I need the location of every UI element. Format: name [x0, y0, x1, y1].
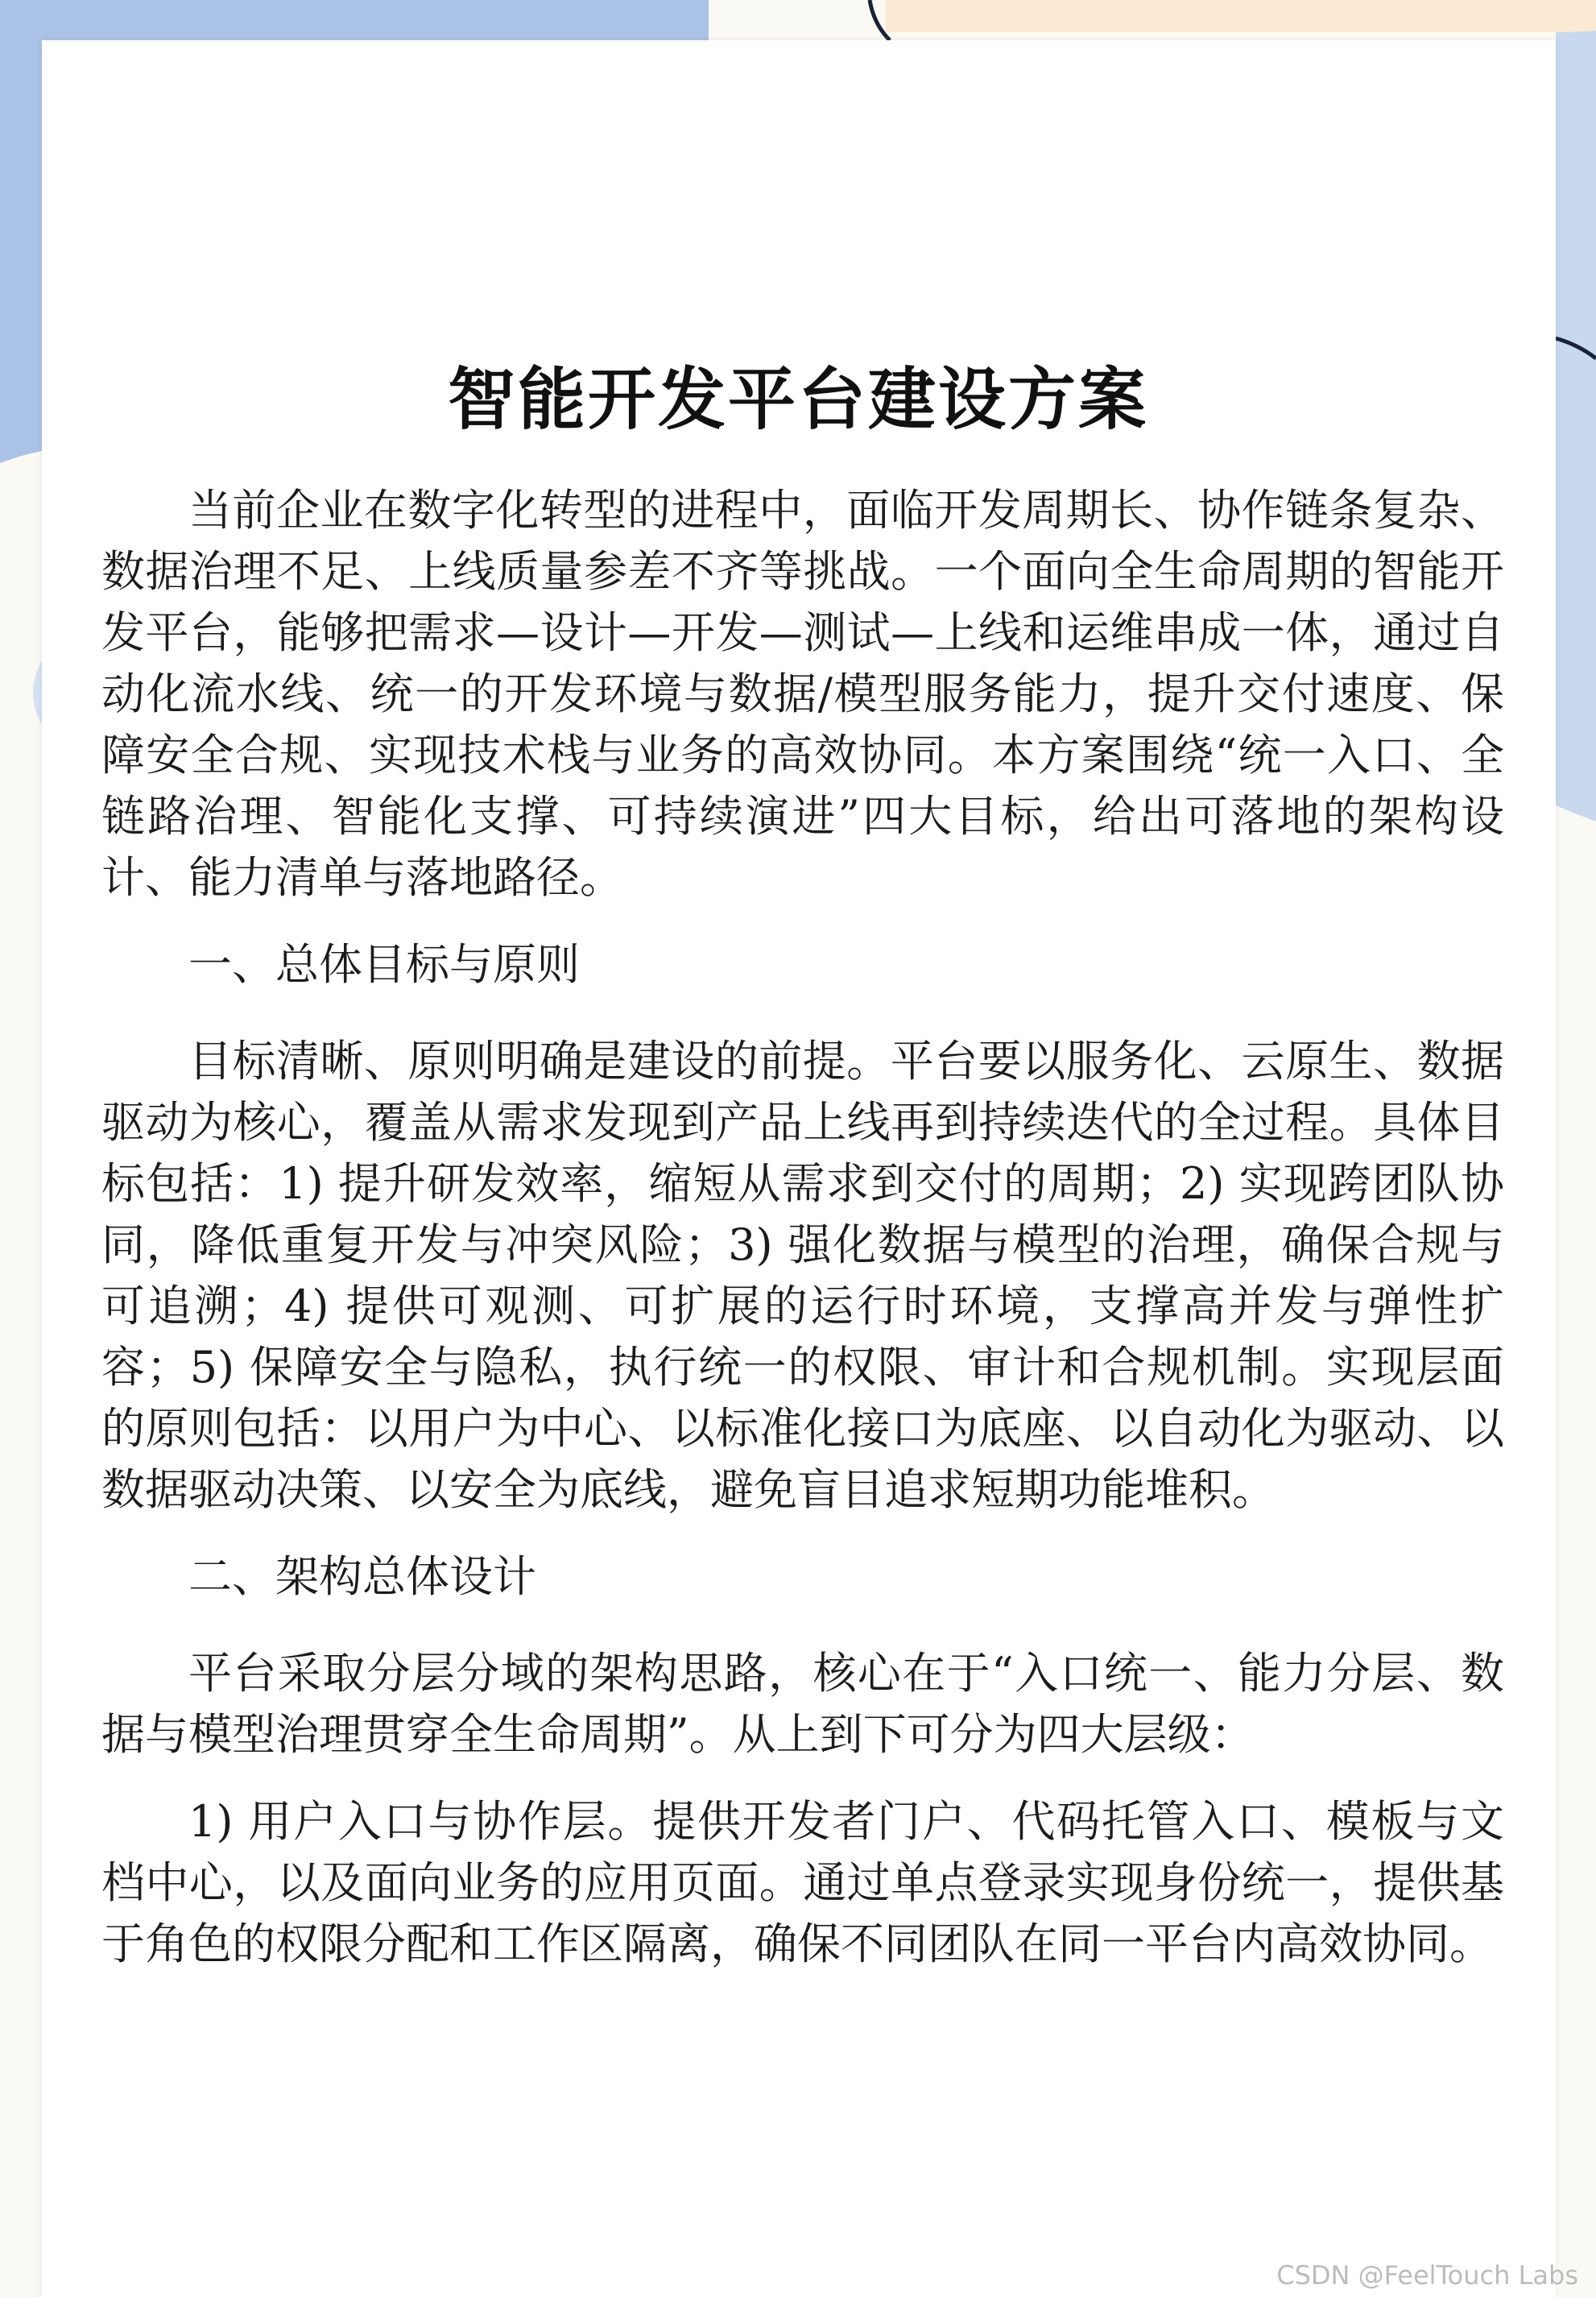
- goals-paragraph: 目标清晰、原则明确是建设的前提。平台要以服务化、云原生、数据驱动为核心，覆盖从需求发现到产品上线再到持续迭代的全过程。具体目标包括：1) 提升研发效率，缩短从需求到交付的周期；2) 实现跨团队协同，降低重复开发与冲突风险；3) 强化数据与模型的治理，确保合规与可追溯；4) 提供可观测、可扩展的运行时环境，支撑高并发与弹性扩容；5) 保障安全与隐私，执行统一的权限、审计和合规机制。实现层面的原则包括：以用户为中心、以标准化接口为底座、以自动化为驱动、以数据驱动决策、以安全为底线，避免盲目追求短期功能堆积。: [101, 1036, 1504, 1515]
- csdn-watermark: CSDN @FeelTouch Labs: [1276, 2260, 1578, 2291]
- background-peach-shape: [886, 0, 1596, 32]
- intro-paragraph: 当前企业在数字化转型的进程中，面临开发周期长、协作链条复杂、数据治理不足、上线质量参差不齐等挑战。一个面向全生命周期的智能开发平台，能够把需求—设计—开发—测试—上线和运维串成一体，通过自动化流水线、统一的开发环境与数据/模型服务能力，提升交付速度、保障安全合规、实现技术栈与业务的高效协同。本方案围绕“统一入口、全链路治理、智能化支撑、可持续演进”四大目标，给出可落地的架构设计、能力清单与落地路径。: [101, 485, 1504, 903]
- document-title: 智能开发平台建设方案: [447, 360, 1148, 439]
- user-entry-layer-paragraph: 1) 用户入口与协作层。提供开发者门户、代码托管入口、模板与文档中心，以及面向业务的应用页面。通过单点登录实现身份统一，提供基于角色的权限分配和工作区隔离，确保不同团队在同一平台内高效协同。: [101, 1796, 1504, 1969]
- document-body: [101, 480, 1504, 2001]
- section-heading-architecture: 二、架构总体设计: [188, 1551, 536, 1602]
- architecture-paragraph: 平台采取分层分域的架构思路，核心在于“入口统一、能力分层、数据与模型治理贯穿全生命周期”。从上到下可分为四大层级：: [101, 1648, 1504, 1760]
- section-heading-goals: 一、总体目标与原则: [188, 939, 580, 990]
